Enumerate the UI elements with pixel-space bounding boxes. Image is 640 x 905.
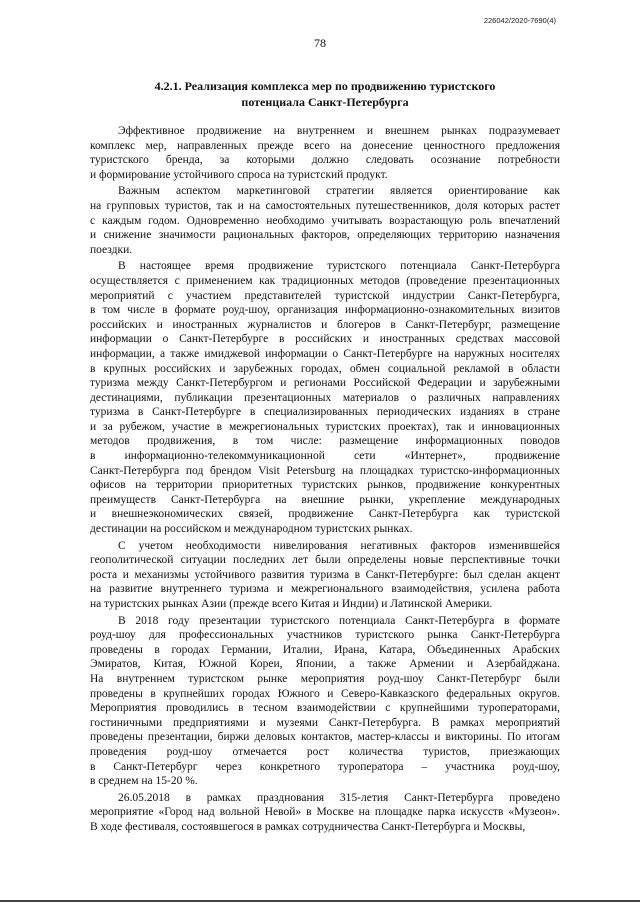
section-heading [110, 78, 540, 110]
paragraph [90, 539, 560, 612]
paragraph-line: проведены в крупнейших городах Южного и Северо-Кавказского федеральных округов. [90, 687, 560, 700]
paragraph-line: дестинации на российском и международном туристских рынках. [90, 523, 413, 536]
paragraph-line: на развитие внутреннего туризма и межрегионального взаимодействия, усилена работа [90, 583, 560, 596]
paragraph-line: российских и иностранных журналистов и блогеров в Санкт-Петербург, размещение [90, 318, 560, 331]
paragraph-line: гостиничными предприятиями и музеями Санкт-Петербурга. В рамках мероприятий [90, 716, 560, 729]
paragraph-line: туризма в Санкт-Петербурге в специализированных периодических изданиях в стране [90, 406, 560, 419]
document-number: 226042/2020-7690(4) [483, 16, 556, 25]
paragraph-line: мероприятий с участием представителей туристской индустрии Санкт-Петербурга, [90, 289, 560, 302]
paragraph-line: проведены презентации, биржи деловых контактов, мастер-классы и викторины. По итогам [90, 731, 560, 744]
paragraph-line: и снижение значимости рациональных факторов, определяющих территорию назначения [90, 229, 560, 242]
document-body [90, 124, 560, 837]
paragraph-line: проведены в городах Германии, Италии, Ирана, Катара, Объединенных Арабских [90, 643, 560, 656]
paragraph-line: офисов на территории приоритетных туристских рынков, продвижение конкурентных [90, 479, 560, 492]
paragraph-line: туристского бренда, за которыми должно следовать осознание потребности [90, 154, 560, 167]
paragraph-line: геополитической ситуации последних лет были определены новые перспективные точки [90, 554, 560, 567]
page-number: 78 [314, 36, 326, 50]
paragraph [90, 124, 560, 182]
paragraph-line: На внутреннем туристском рынке мероприятия роуд-шоу Санкт-Петербург были [90, 672, 560, 685]
paragraph-line: на туристских рынках Азии (прежде всего Китая и Индии) и Латинской Америки. [90, 598, 493, 610]
paragraph-line: в Санкт-Петербург через конкретного туроператора – участника роуд-шоу, [90, 760, 560, 773]
paragraph-line: роуд-шоу для профессиональных участников туристского рынка Санкт-Петербурга [90, 629, 560, 642]
paragraph-line: В 2018 году презентации туристского потенциала Санкт-Петербурга в формате [118, 614, 560, 627]
paragraph-line: и за рубежом, участие в межрегиональных туристских проектах), так и инновационных [90, 420, 560, 433]
paragraph [90, 791, 560, 835]
paragraph [90, 259, 560, 536]
paragraph-line: в среднем на 15-20 %. [90, 775, 198, 788]
paragraph-line: роста и механизмы устойчивого развития туризма в Санкт-Петербурге: был сделан акцент [90, 568, 560, 581]
paragraph-line: осуществляется с применением как традиционных методов (проведение презентационных [90, 274, 560, 287]
paragraph-line: на групповых туристов, так и на самостоятельных путешественников, доля которых растет [90, 199, 560, 212]
paragraph-line: преимуществ Санкт-Петербурга на внешние рынки, укрепление международных [90, 493, 560, 506]
paragraph-line: мероприятие «Город над вольной Невой» в Москве на площадке парка искусств «Музеон». [90, 806, 560, 819]
paragraph-line: Эмиратов, Китая, Южной Кореи, Японии, а также Армении и Азербайджана. [90, 658, 560, 671]
paragraph-line: в информационно-телекоммуникационной сети «Интернет», продвижение [90, 450, 560, 463]
paragraph-line: поездки. [90, 243, 133, 256]
paragraph-line: методов продвижения, в том числе: размещение информационных поводов [90, 435, 560, 448]
paragraph-line: 26.05.2018 в рамках празднования 315-летия Санкт-Петербурга проведено [118, 791, 560, 804]
paragraph-line: В настоящее время продвижение туристского потенциала Санкт-Петербурга [118, 260, 560, 273]
paragraph-line: С учетом необходимости нивелирования негативных факторов изменившейся [118, 539, 560, 552]
paragraph-line: в крупных российских и зарубежных городах, обмен социальной рекламой в области [90, 362, 560, 375]
paragraph-line: информации о Санкт-Петербурге в российских и иностранных средствах массовой [90, 333, 560, 346]
paragraph-line: комплекс мер, направленных прежде всего на донесение ценностного предложения [90, 139, 560, 152]
section-heading-line-2: потенциала Санкт-Петербурга [241, 95, 409, 109]
paragraph-line: Мероприятия проводились в тесном взаимодействии с крупнейшими туроператорами, [90, 702, 560, 715]
paragraph-line: дестинациями, публикации презентационных материалов о различных направлениях [90, 391, 560, 404]
section-heading-line-1: 4.2.1. Реализация комплекса мер по продвижению туристского [154, 79, 496, 93]
paragraph-line: Санкт-Петербурга под брендом Visit Petersburg на площадках туристско-информационных [90, 464, 560, 477]
paragraph-line: проведения роуд-шоу отмечается рост количества туристов, приезжающих [90, 745, 560, 758]
paragraph [90, 614, 560, 789]
paragraph-line: Важным аспектом маркетинговой стратегии является ориентирование как [118, 185, 560, 198]
paragraph-line: и внешнеэкономических связей, продвижение Санкт-Петербурга как туристской [90, 508, 560, 521]
paragraph-line: Эффективное продвижение на внутреннем и внешнем рынках подразумевает [118, 125, 560, 137]
paragraph-line: в том числе в формате роуд-шоу, организация информационно-ознакомительных визитов [90, 304, 560, 317]
paragraph [90, 184, 560, 257]
page-bottom-edge [0, 900, 640, 902]
paragraph-line: В ходе фестиваля, состоявшегося в рамках сотрудничества Санкт-Петербурга и Москвы, [90, 820, 526, 833]
paragraph-line: информации, а также имиджевой информации о Санкт-Петербурге на наружных носителях [90, 347, 560, 360]
paragraph-line: и формирование устойчивого спроса на туристский продукт. [90, 168, 388, 181]
paragraph-line: с каждым годом. Одновременно необходимо учитывать возрастающую роль впечатлений [90, 214, 560, 227]
paragraph-line: туризма между Санкт-Петербургом и регионами Российской Федерации и зарубежными [90, 377, 560, 390]
